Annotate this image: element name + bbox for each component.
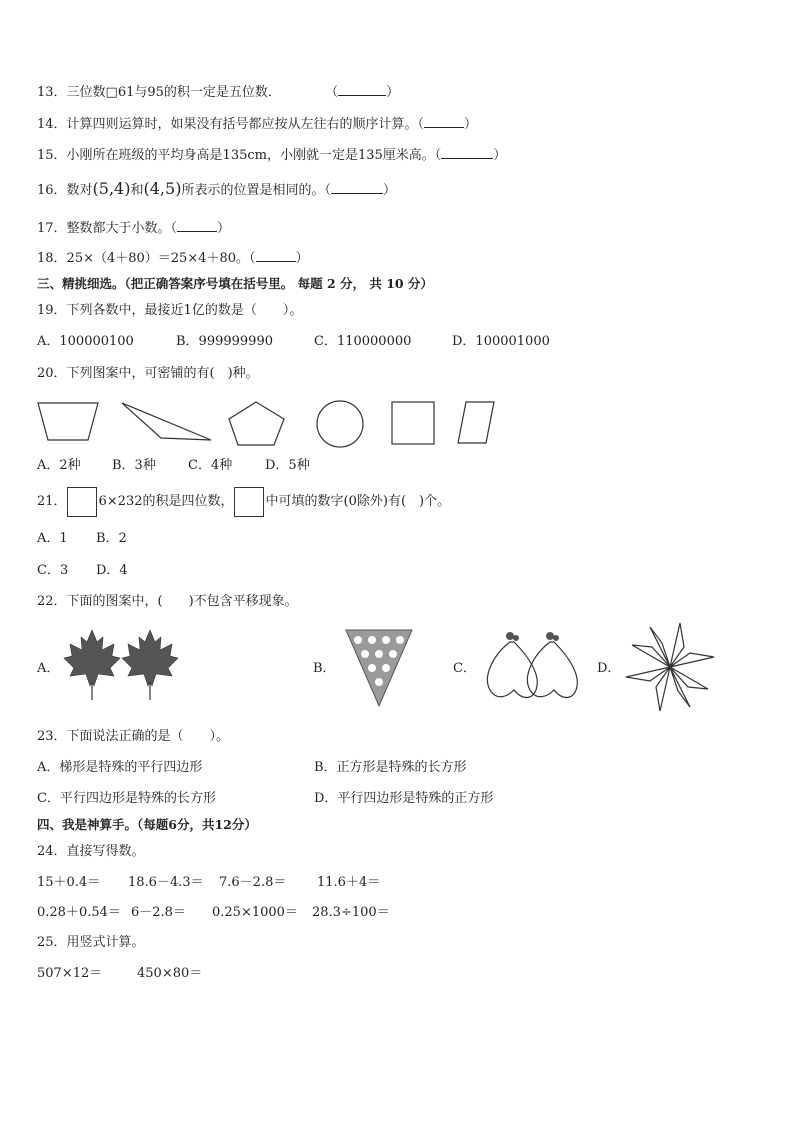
question-20-stem: 20．下列图案中，可密铺的有( )种。 bbox=[37, 366, 259, 381]
q20-option-b[interactable]: B．3种 bbox=[112, 458, 156, 473]
answer-blank[interactable] bbox=[331, 181, 383, 194]
trapezoid-shape bbox=[38, 403, 98, 440]
triangle-shape bbox=[122, 403, 211, 440]
question-25-stem: 25．用竖式计算。 bbox=[37, 935, 145, 950]
flower-icon bbox=[368, 636, 376, 644]
question-14: 14．计算四则运算时，如果没有括号都应按从左往右的顺序计算。（ ） bbox=[37, 117, 478, 132]
q22-label-b[interactable]: B． bbox=[313, 661, 336, 676]
flower-icon bbox=[382, 664, 390, 672]
flower-icon bbox=[375, 650, 383, 658]
q20-shapes-figure bbox=[36, 398, 506, 450]
q23-option-a[interactable]: A．梯形是特殊的平行四边形 bbox=[37, 760, 203, 775]
q21-option-d[interactable]: D．4 bbox=[96, 563, 128, 578]
answer-blank[interactable] bbox=[177, 219, 217, 232]
q20-option-d[interactable]: D．5种 bbox=[265, 458, 310, 473]
pinwheel-blade-icon bbox=[670, 623, 684, 667]
triangle-flowers-figure bbox=[344, 628, 414, 708]
q19-option-c[interactable]: C．110000000 bbox=[314, 334, 412, 349]
q19-option-a[interactable]: A．100000100 bbox=[37, 334, 134, 349]
q22-label-a[interactable]: A． bbox=[37, 661, 60, 676]
maple-leaf-figure bbox=[62, 626, 180, 702]
question-13: 13．三位数□61与95的积一定是五位数． （ ） bbox=[37, 85, 400, 100]
pinwheel-figure bbox=[624, 620, 716, 714]
question-21-stem: 21． 6×232的积是四位数， 中可填的数字(0除外)有( )个。 bbox=[37, 486, 450, 518]
calc-item: 0.25×1000＝ bbox=[212, 905, 298, 920]
flower-icon bbox=[368, 664, 376, 672]
pinwheel-blade-icon bbox=[656, 667, 670, 711]
q23-option-b[interactable]: B．正方形是特殊的长方形 bbox=[314, 760, 467, 775]
vertical-calc-item: 450×80＝ bbox=[137, 966, 203, 981]
section-4-title: 四、我是神算手。（每题6分，共12分） bbox=[37, 817, 257, 832]
calc-item: 7.6－2.8＝ bbox=[219, 875, 287, 890]
answer-blank[interactable] bbox=[338, 83, 386, 96]
parallelogram-shape bbox=[458, 402, 494, 443]
calc-item: 11.6＋4＝ bbox=[317, 875, 381, 890]
birds-figure bbox=[480, 628, 582, 708]
flower-icon bbox=[389, 650, 397, 658]
answer-blank[interactable] bbox=[441, 146, 493, 159]
pinwheel-blade-icon bbox=[670, 653, 714, 667]
calc-item: 28.3÷100＝ bbox=[312, 905, 390, 920]
calc-item: 18.6－4.3＝ bbox=[128, 875, 204, 890]
q21-option-b[interactable]: B．2 bbox=[96, 531, 127, 546]
digit-box[interactable] bbox=[234, 487, 264, 517]
question-19-stem: 19．下列各数中，最接近1亿的数是（ ）。 bbox=[37, 303, 303, 318]
q19-option-b[interactable]: B．999999990 bbox=[176, 334, 273, 349]
digit-box[interactable] bbox=[67, 487, 97, 517]
question-15: 15．小刚所在班级的平均身高是135cm，小刚就一定是135厘米高。（ ） bbox=[37, 148, 507, 163]
flower-icon bbox=[361, 650, 369, 658]
q22-label-c[interactable]: C． bbox=[453, 661, 476, 676]
question-17: 17．整数都大于小数。（ ） bbox=[37, 221, 231, 236]
q22-label-d[interactable]: D． bbox=[597, 661, 621, 676]
q21-option-c[interactable]: C．3 bbox=[37, 563, 69, 578]
flower-icon bbox=[396, 636, 404, 644]
pentagon-shape bbox=[229, 402, 284, 445]
q20-option-a[interactable]: A．2种 bbox=[37, 458, 81, 473]
square-shape bbox=[392, 402, 434, 444]
flower-icon bbox=[354, 636, 362, 644]
question-16: 16．数对(5,4)和(4,5)所表示的位置是相同的。（ ） bbox=[37, 179, 396, 198]
section-3-title: 三、精挑细选。（把正确答案序号填在括号里。 每题 2 分， 共 10 分） bbox=[37, 276, 433, 291]
answer-blank[interactable] bbox=[256, 249, 296, 262]
circle-shape bbox=[317, 401, 363, 447]
q23-option-c[interactable]: C．平行四边形是特殊的长方形 bbox=[37, 791, 216, 806]
calc-item: 0.28＋0.54＝ bbox=[37, 905, 121, 920]
q21-option-a[interactable]: A．1 bbox=[37, 531, 68, 546]
vertical-calc-item: 507×12＝ bbox=[37, 966, 103, 981]
answer-blank[interactable] bbox=[424, 115, 464, 128]
question-18: 18．25×（4＋80）＝25×4＋80。（ ） bbox=[37, 251, 309, 266]
calc-item: 15＋0.4＝ bbox=[37, 875, 101, 890]
calc-item: 6－2.8＝ bbox=[131, 905, 186, 920]
maple-leaf-icon bbox=[122, 630, 178, 686]
q19-option-d[interactable]: D．100001000 bbox=[452, 334, 550, 349]
flower-icon bbox=[382, 636, 390, 644]
flower-icon bbox=[375, 678, 383, 686]
q23-option-d[interactable]: D．平行四边形是特殊的正方形 bbox=[314, 791, 494, 806]
q20-option-c[interactable]: C．4种 bbox=[188, 458, 233, 473]
maple-leaf-icon bbox=[64, 630, 120, 686]
question-24-stem: 24．直接写得数。 bbox=[37, 844, 145, 859]
pinwheel-blade-icon bbox=[626, 667, 670, 681]
question-23-stem: 23．下面说法正确的是（ ）。 bbox=[37, 729, 230, 744]
question-22-stem: 22．下面的图案中，( )不包含平移现象。 bbox=[37, 594, 298, 609]
